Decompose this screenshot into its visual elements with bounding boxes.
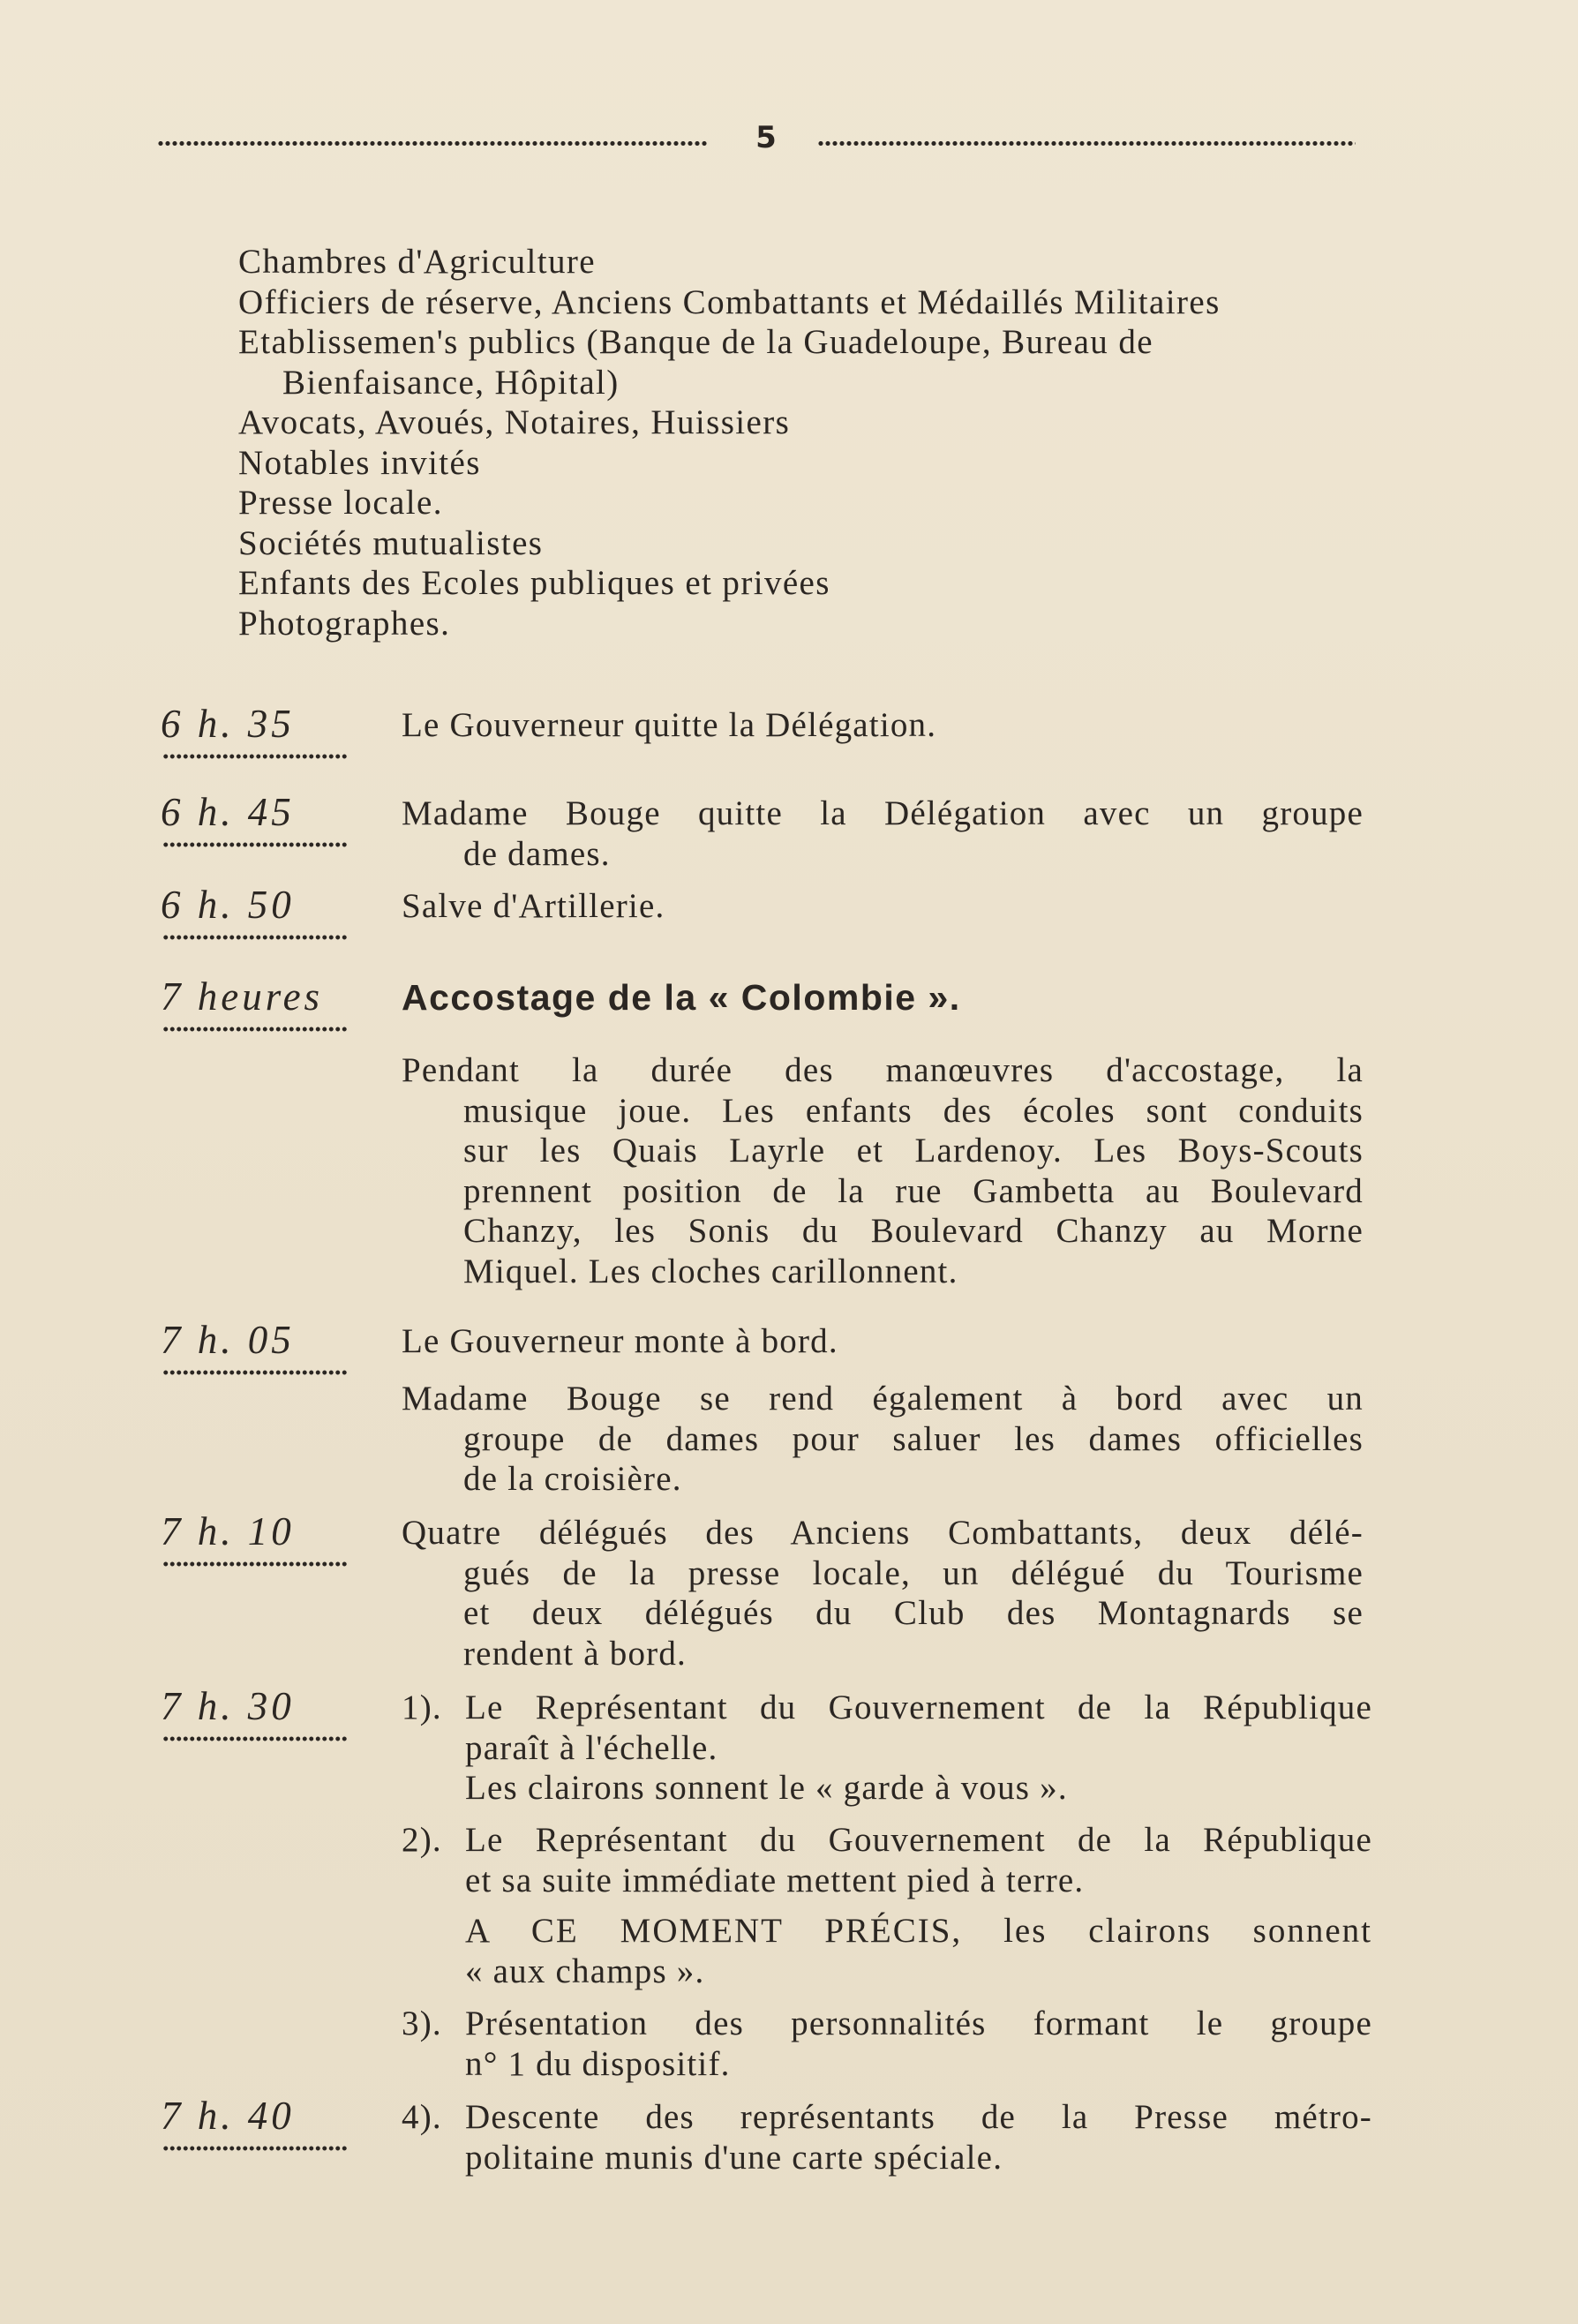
page-header xyxy=(157,120,1357,155)
text-line: Descente des représentants de la Presse métro- xyxy=(465,2098,1372,2136)
schedule-text xyxy=(402,705,1364,746)
text-line: sur les Quais Layrle et Lardenoy. Les Boys-Scouts xyxy=(463,1132,1364,1170)
protocol-item-4 xyxy=(402,2097,1372,2177)
time-dotted-rule xyxy=(162,1369,348,1376)
protocol-item-1 xyxy=(402,1688,1372,1809)
text-line: Le Gouverneur quitte la Délégation. xyxy=(402,706,937,744)
schedule-time: 7 h. 40 xyxy=(161,2094,295,2138)
schedule-time: 7 h. 05 xyxy=(161,1318,295,1362)
time-dotted-rule xyxy=(162,1561,348,1568)
protocol-item-2-continued xyxy=(402,1911,1372,1991)
text-line: Madame Bouge quitte la Délégation avec un groupe xyxy=(402,794,1364,832)
text-line: « aux champs ». xyxy=(465,1952,705,1990)
text-line: de dames. xyxy=(463,834,611,873)
schedule-heading xyxy=(402,978,1364,1019)
text-line: et deux délégués du Club des Montagnards se xyxy=(463,1594,1364,1632)
attendee-line: Photographes. xyxy=(238,604,451,643)
time-dotted-rule xyxy=(162,934,348,941)
header-dotted-rule-right xyxy=(817,139,1356,147)
text-line: groupe de dames pour saluer les dames officielles xyxy=(463,1419,1364,1458)
item-body xyxy=(465,1820,1372,1900)
attendee-line: Chambres d'Agriculture xyxy=(238,243,596,281)
attendee-list xyxy=(238,242,1386,643)
text-line: A CE MOMENT PRÉCIS, les clairons sonnent xyxy=(465,1912,1372,1950)
attendee-line: Presse locale. xyxy=(238,484,443,522)
text-line: prennent position de la rue Gambetta au Boulevard xyxy=(463,1171,1364,1210)
schedule-text xyxy=(402,886,1364,927)
text-line: Les clairons sonnent le « garde à vous ». xyxy=(465,1769,1068,1807)
attendee-line: Sociétés mutualistes xyxy=(238,523,544,562)
schedule-time: 6 h. 50 xyxy=(161,883,295,927)
text-line: politaine munis d'une carte spéciale. xyxy=(465,2138,1003,2177)
text-line: musique joue. Les enfants des écoles sont conduits xyxy=(463,1091,1364,1130)
attendee-line: Avocats, Avoués, Notaires, Huissiers xyxy=(238,403,791,441)
attendee-line: Etablissemen's publics (Banque de la Guadeloupe, Bureau de xyxy=(238,323,1153,361)
schedule-text xyxy=(402,1513,1364,1673)
item-body xyxy=(465,2097,1372,2177)
text-line: gués de la presse locale, un délégué du Tourisme xyxy=(463,1553,1364,1592)
text-line: Madame Bouge se rend également à bord avec un xyxy=(402,1380,1364,1418)
item-body xyxy=(465,2004,1372,2084)
text-line: Présentation des personnalités formant le groupe xyxy=(465,2004,1372,2042)
page-number: 5 xyxy=(755,120,777,155)
text-line: Accostage de la « Colombie ». xyxy=(402,977,961,1018)
schedule-time: 6 h. 35 xyxy=(161,702,295,746)
time-dotted-rule xyxy=(162,1026,348,1033)
schedule-text xyxy=(402,1321,1364,1362)
schedule-time: 6 h. 45 xyxy=(161,790,295,834)
text-line: Chanzy, les Sonis du Boulevard Chanzy au Morne xyxy=(463,1212,1364,1250)
text-line: Le Représentant du Gouvernement de la République xyxy=(465,1688,1372,1726)
attendee-line: Officiers de réserve, Anciens Combattants et Médaillés Militaires xyxy=(238,282,1221,321)
text-line: Miquel. Les cloches carillonnent. xyxy=(463,1252,958,1290)
madame-paragraph xyxy=(402,1379,1364,1500)
item-number: 3). xyxy=(402,2004,442,2042)
time-dotted-rule xyxy=(162,2145,348,2152)
attendee-line: Bienfaisance, Hôpital) xyxy=(282,363,620,402)
protocol-item-3 xyxy=(402,2004,1372,2084)
text-line: Le Gouverneur monte à bord. xyxy=(402,1322,838,1360)
schedule-time: 7 heures xyxy=(161,974,324,1019)
text-line: de la croisière. xyxy=(463,1460,682,1498)
time-dotted-rule xyxy=(162,1735,348,1742)
text-line: n° 1 du dispositif. xyxy=(465,2044,731,2083)
schedule-time: 7 h. 10 xyxy=(161,1509,295,1553)
schedule-time: 7 h. 30 xyxy=(161,1684,295,1728)
text-line: Le Représentant du Gouvernement de la République xyxy=(465,1821,1372,1859)
protocol-item-2 xyxy=(402,1820,1372,1900)
text-line: et sa suite immédiate mettent pied à terre. xyxy=(465,1861,1085,1899)
attendee-line: Enfants des Ecoles publiques et privées xyxy=(238,564,830,602)
item-body xyxy=(465,1688,1372,1809)
header-dotted-rule-left xyxy=(157,139,709,147)
text-line: rendent à bord. xyxy=(463,1634,687,1673)
time-dotted-rule xyxy=(162,753,348,760)
schedule-text xyxy=(402,793,1364,874)
item-number: 2). xyxy=(402,1821,442,1859)
accostage-paragraph xyxy=(402,1050,1364,1291)
text-line: Quatre délégués des Anciens Combattants, deux délé- xyxy=(402,1514,1364,1552)
text-line: paraît à l'échelle. xyxy=(465,1728,718,1767)
text-line: Pendant la durée des manœuvres d'accostage, la xyxy=(402,1051,1364,1089)
item-number: 1). xyxy=(402,1688,442,1726)
item-body xyxy=(465,1911,1372,1991)
attendee-line: Notables invités xyxy=(238,443,481,482)
item-number: 4). xyxy=(402,2098,442,2136)
text-line: Salve d'Artillerie. xyxy=(402,887,665,925)
time-dotted-rule xyxy=(162,841,348,848)
